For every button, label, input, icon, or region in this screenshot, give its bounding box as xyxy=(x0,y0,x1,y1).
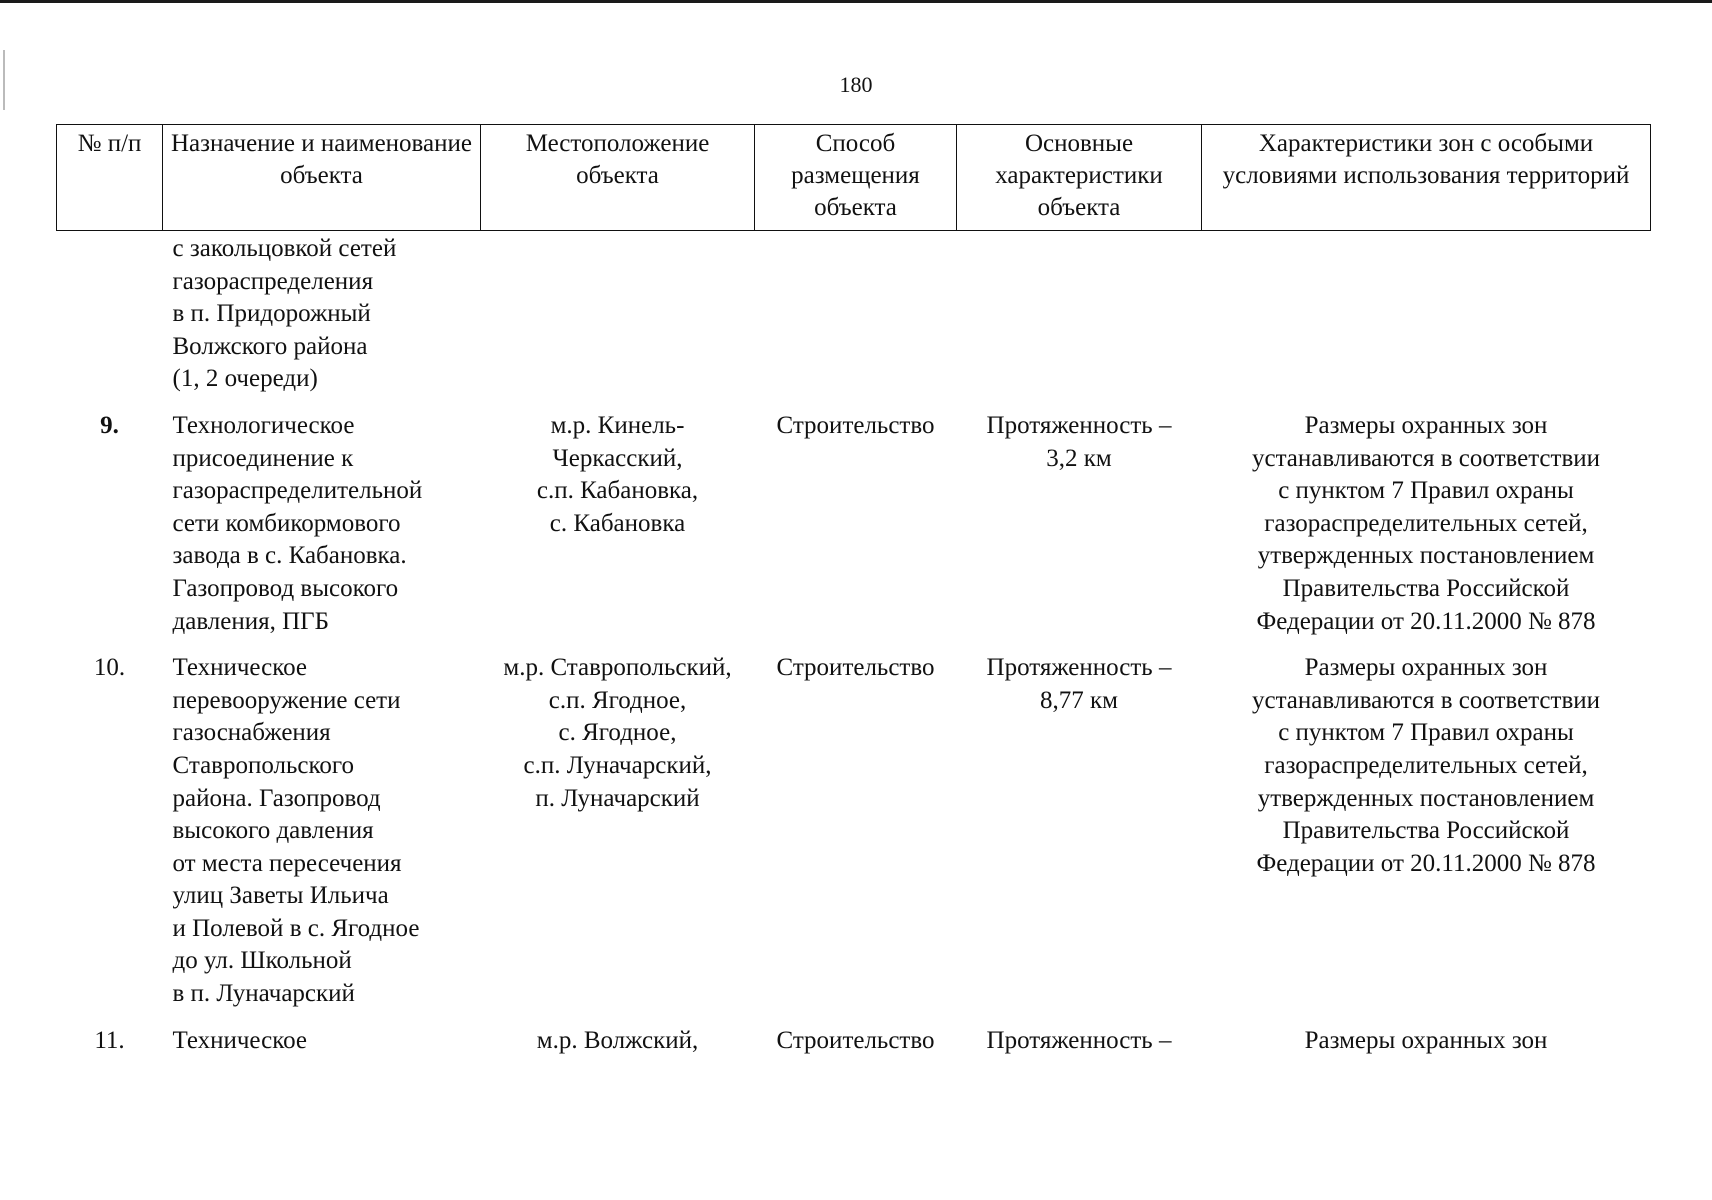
object-characteristics: Протяженность – 3,2 км xyxy=(986,411,1172,472)
row-number: 11. xyxy=(94,1026,125,1054)
header-characteristics: Основные характеристики объекта xyxy=(957,125,1202,231)
header-location: Местоположение объекта xyxy=(481,125,755,231)
object-characteristics xyxy=(957,231,1202,396)
object-location: м.р. Кинель- Черкасский, с.п. Кабановка, с. Кабановка xyxy=(536,411,699,537)
zone-characteristics xyxy=(1202,231,1651,396)
table-row xyxy=(57,1011,1651,1058)
placement-method xyxy=(755,231,957,396)
object-name: Техническое xyxy=(172,1026,308,1054)
row-number xyxy=(57,231,163,396)
header-method: Способ размещения объекта xyxy=(755,125,957,231)
object-name: Техническое перевооружение сети газоснабжения Ставропольского района. Газопровод высокого давления от места пересечения улиц Заветы Ильича и Полевой в с. Ягодное до ул. Школьной в п. Луначарский xyxy=(172,654,420,1008)
objects-table xyxy=(56,124,1651,1057)
object-name: с закольцовкой сетей газораспределения в п. Придорожный Волжского района (1, 2 очереди) xyxy=(172,235,397,393)
row-number: 10. xyxy=(93,654,126,682)
object-location: м.р. Ставропольский, с.п. Ягодное, с. Ягодное, с.п. Луначарский, п. Луначарский xyxy=(503,654,732,812)
zone-characteristics: Размеры охранных зон устанавливаются в соответствии с пунктом 7 Правил охраны газораспределительных сетей, утвержденных постановлением Правительства Российской Федерации от 20.11.2000 № 878 xyxy=(1251,654,1601,877)
table-row xyxy=(57,231,1651,396)
table-row xyxy=(57,396,1651,638)
header-zones: Характеристики зон с особыми условиями использования территорий xyxy=(1202,125,1651,231)
object-location: м.р. Волжский, xyxy=(536,1026,699,1054)
placement-method: Строительство xyxy=(776,411,935,439)
object-name: Технологическое присоединение к газораспределительной сети комбикормового завода в с. Кабановка. Газопровод высокого давления, ПГБ xyxy=(172,411,423,635)
object-characteristics: Протяженность – 8,77 км xyxy=(986,654,1172,714)
scan-border-top xyxy=(0,0,1712,3)
placement-method: Строительство xyxy=(776,1026,935,1054)
page-number: 180 xyxy=(839,72,873,97)
table-header xyxy=(57,125,1651,231)
object-characteristics: Протяженность – xyxy=(986,1026,1172,1054)
placement-method: Строительство xyxy=(776,654,935,682)
header-name: Назначение и наименование объекта xyxy=(163,125,481,231)
zone-characteristics: Размеры охранных зон устанавливаются в соответствии с пунктом 7 Правил охраны газораспределительных сетей, утвержденных постановлением Правительства Российской Федерации от 20.11.2000 № 878 xyxy=(1251,411,1601,635)
object-location xyxy=(481,231,755,396)
table-row xyxy=(57,638,1651,1011)
header-number: № п/п xyxy=(57,125,163,231)
zone-characteristics: Размеры охранных зон xyxy=(1304,1026,1548,1054)
row-number: 9. xyxy=(100,411,119,439)
